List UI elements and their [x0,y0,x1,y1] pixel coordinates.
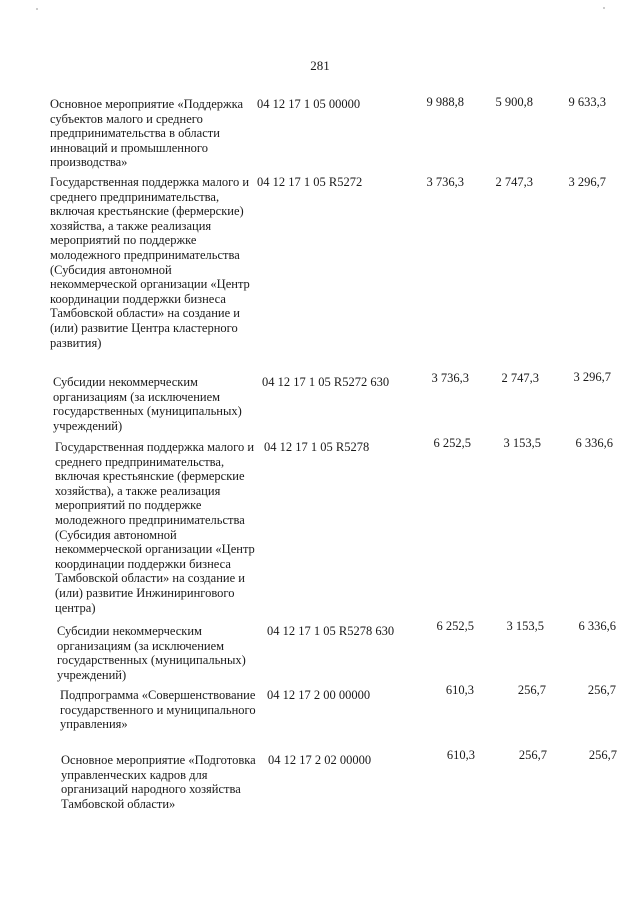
row-description: Государственная поддержка малого и среднего предпринимательства, включая крестьянские (фермерские) хозяйства, а также реализация мероприятий по поддержке молодежного предпринимательства (Субсидия автономной некоммерческой организации «Центр координации поддержки бизнеса Тамбовской области» на создание и (или) развитие Центра кластерного развития) [50,175,250,350]
page-number: 281 [310,58,330,73]
row-value-2: 3 153,5 [506,619,544,633]
row-value-1: 9 988,8 [426,95,464,109]
row-value-1: 610,3 [445,683,474,697]
row-code: 04 12 17 1 05 R5278 [264,440,370,454]
row-code: 04 12 17 1 05 00000 [257,97,361,111]
row-description: Субсидии некоммерческим организациям (за исключением государственных (муниципальных) учреждений) [53,375,242,433]
row-value-2: 256,7 [517,683,546,697]
row-value-3: 9 633,3 [568,95,606,109]
row-value-1: 610,3 [446,748,475,762]
row-value-3: 256,7 [588,748,617,762]
row-description: Подпрограмма «Совершенствование государственного и муниципального управления» [60,688,256,732]
row-code: 04 12 17 2 02 00000 [268,753,372,767]
row-value-1: 6 252,5 [436,619,474,633]
row-code: 04 12 17 2 00 00000 [267,688,371,702]
row-value-3: 3 296,7 [573,370,611,384]
row-value-1: 6 252,5 [433,436,471,450]
row-code: 04 12 17 1 05 R5272 630 [262,375,390,389]
row-value-3: 3 296,7 [568,175,606,189]
row-value-2: 2 747,3 [501,371,539,385]
row-value-1: 3 736,3 [431,371,469,385]
row-description: Основное мероприятие «Подготовка управленческих кадров для организаций народного хозяйства Тамбовской области» [61,753,256,811]
row-value-3: 256,7 [587,683,616,697]
row-code: 04 12 17 1 05 R5278 630 [267,624,395,638]
row-value-2: 2 747,3 [495,175,533,189]
scan-speck [603,7,605,9]
row-value-2: 5 900,8 [495,95,533,109]
row-value-2: 3 153,5 [503,436,541,450]
row-value-2: 256,7 [518,748,547,762]
row-value-3: 6 336,6 [575,436,613,450]
row-description: Основное мероприятие «Поддержка субъектов малого и среднего предпринимательства в области инноваций и промышленного производства» [50,97,244,170]
row-description: Государственная поддержка малого и среднего предпринимательства, включая крестьянские (фермерские хозяйства), а также реализация мероприятий по поддержке молодежного предпринимательства (Субсидия автономной некоммерческой организации «Центр координации поддержки бизнеса Тамбовской области» на создание и (или) развитие Инжинирингового центра) [55,440,255,615]
row-value-3: 6 336,6 [578,619,616,633]
row-code: 04 12 17 1 05 R5272 [257,175,363,189]
scan-speck [36,8,38,10]
row-description: Субсидии некоммерческим организациям (за исключением государственных (муниципальных) учреждений) [57,624,246,682]
row-value-1: 3 736,3 [426,175,464,189]
